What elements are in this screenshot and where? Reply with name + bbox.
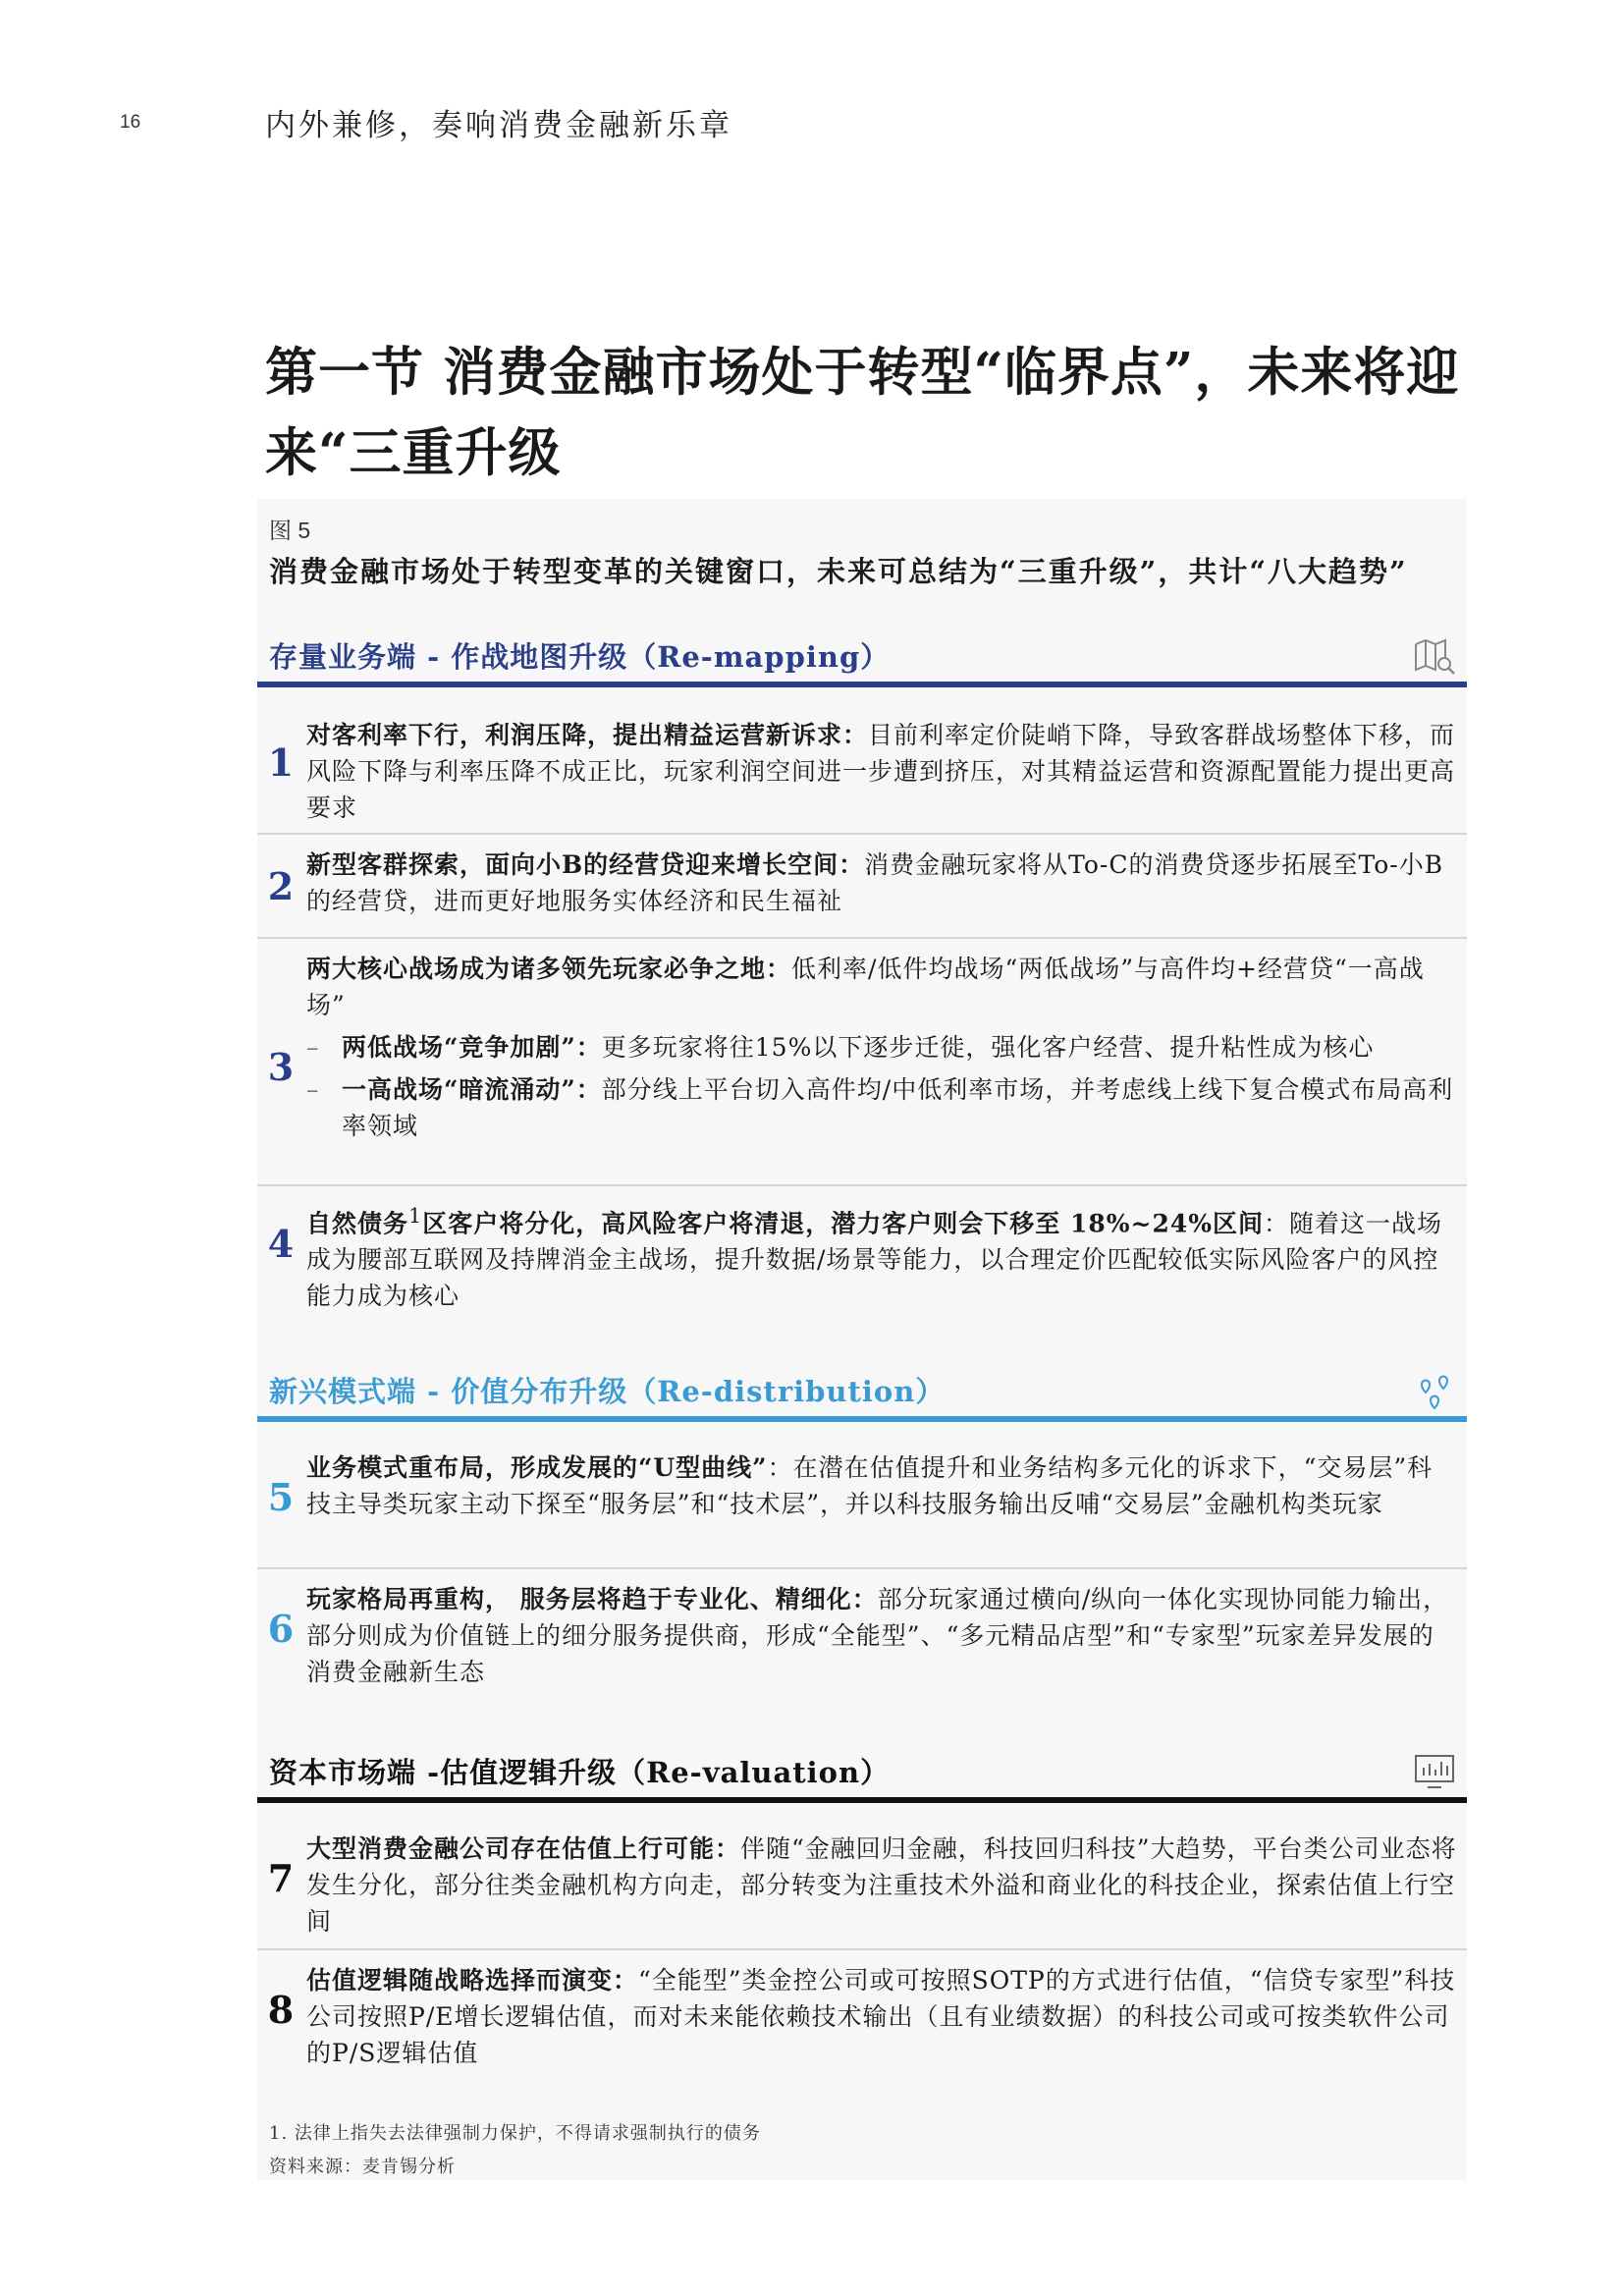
trend-description: 部分玩家通过横向/纵向一体化实现协同能力输出，部分则成为价值链上的细分服务提供商，形成“全能型”、“多元精品店型”和“专家型”玩家差异发展的消费金融新生态 (306, 1585, 1449, 1686)
sub-trend-item (306, 1029, 1457, 1066)
category-title: 新兴模式端 - 价值分布升级（Re-distribution） (269, 1375, 946, 1408)
trend-heading: 区客户将分化，高风险客户将清退，潜力客户则会下移至 18%~24%区间 (422, 1209, 1265, 1238)
running-header: 内外兼修，奏响消费金融新乐章 (265, 108, 732, 143)
trend-text (306, 1962, 1457, 2071)
trend-text (306, 1581, 1457, 1690)
footnote: 1. 法律上指失去法律强制力保护，不得请求强制执行的债务 (269, 2123, 761, 2144)
trend-description: 低利率/低件均战场“两低战场”与高件均+经营贷“一高战场” (306, 955, 1425, 1019)
trend-description: “全能型”类金控公司或可按照SOTP的方式进行估值，“信贷专家型”科技公司按照P/E增长逻辑估值，而对未来能依赖技术输出（且有业绩数据）的科技公司或可按类软件公司的P/S逻辑估值 (306, 1966, 1456, 2067)
category-header-remapping (257, 629, 1467, 687)
item-divider (257, 1567, 1467, 1569)
trend-number: 4 (267, 1222, 295, 1266)
category-rule (257, 1416, 1467, 1422)
section-title: 第一节 消费金融市场处于转型“临界点”，未来将迎来“三重升级 (265, 342, 1460, 483)
trend-heading: 估值逻辑随战略选择而演变： (306, 1966, 639, 1995)
trend-heading: 两大核心战场成为诸多领先玩家必争之地： (306, 955, 792, 983)
category-rule (257, 1797, 1467, 1803)
item-divider (257, 1948, 1467, 1950)
trend-number: 8 (267, 1988, 295, 2032)
trend-number: 2 (267, 864, 295, 908)
trend-heading: 自然债务 (306, 1209, 409, 1238)
trend-number: 3 (267, 1045, 295, 1089)
trend-number: 5 (267, 1475, 295, 1519)
trend-description: 目前利率定价陡峭下降，导致客群战场整体下移，而风险下降与利率压降不成正比，玩家利润空间进一步遭到挤压，对其精益运营和资源配置能力提出更高要求 (306, 721, 1456, 822)
trend-heading: 业务模式重布局，形成发展的“U型曲线” (306, 1453, 768, 1482)
trend-description: ：随着这一战场成为腰部互联网及持牌消金主战场，提升数据/场景等能力，以合理定价匹配较低实际风险客户的风控能力成为核心 (306, 1209, 1443, 1311)
trend-heading: 新型客群探索，面向小B的经营贷迎来增长空间： (306, 850, 865, 879)
category-rule (257, 682, 1467, 687)
trend-description: 消费金融玩家将从To-C的消费贷逐步拓展至To-小B的经营贷，进而更好地服务实体经济和民生福祉 (306, 850, 1444, 915)
trend-heading: 玩家格局再重构， 服务层将趋于专业化、精细化： (306, 1585, 878, 1613)
trend-text (306, 1198, 1457, 1314)
category-title: 存量业务端 - 作战地图升级（Re-mapping） (269, 640, 891, 674)
sub-trend-list (306, 1029, 1457, 1144)
item-divider (257, 1184, 1467, 1186)
trend-heading: 对客利率下行，利润压降，提出精益运营新诉求： (306, 721, 869, 749)
trend-text (306, 717, 1457, 826)
sub-trend-description: 更多玩家将往15%以下逐步迁徙，强化客户经营、提升粘性成为核心 (601, 1033, 1375, 1062)
trend-description: ：在潜在估值提升和业务结构多元化的诉求下，“交易层”科技主导类玩家主动下探至“服务层”和“技术层”，并以科技服务输出反哺“交易层”金融机构类玩家 (306, 1453, 1434, 1518)
trend-heading: 大型消费金融公司存在估值上行可能： (306, 1834, 741, 1863)
sub-trend-description: 部分线上平台切入高件均/中低利率市场，并考虑线上线下复合模式布局高利率领域 (342, 1075, 1454, 1140)
exhibit-panel (257, 499, 1467, 2180)
item-divider (257, 833, 1467, 835)
trend-number: 7 (267, 1856, 295, 1900)
monitor-chart-icon (1412, 1752, 1457, 1791)
trend-number: 6 (267, 1607, 295, 1651)
dash-bullet: – (306, 1033, 320, 1062)
sub-trend-item (306, 1071, 1457, 1144)
trend-text (306, 1449, 1457, 1522)
trend-description: 伴随“金融回归金融，科技回归科技”大趋势，平台类公司业态将发生分化，部分往类金融机构方向走，部分转变为注重技术外溢和商业化的科技企业，探索估值上行空间 (306, 1834, 1457, 1936)
source-note: 资料来源：麦肯锡分析 (269, 2157, 456, 2177)
sub-trend-heading: 两低战场“竞争加剧”： (342, 1033, 602, 1062)
trend-number: 1 (267, 740, 295, 785)
trend-text (306, 847, 1457, 919)
category-header-revaluation (257, 1744, 1467, 1803)
category-header-redistribution (257, 1363, 1467, 1422)
figure-title: 消费金融市场处于转型变革的关键窗口，未来可总结为“三重升级”，共计“八大趋势” (269, 555, 1408, 588)
map-search-icon (1412, 636, 1457, 676)
trend-text (306, 951, 1457, 1144)
location-pins-icon (1412, 1371, 1457, 1410)
dash-bullet: – (306, 1075, 320, 1104)
footnote-marker: 1 (408, 1204, 423, 1228)
figure-label: 图 5 (269, 518, 311, 543)
item-divider (257, 937, 1467, 939)
category-title: 资本市场端 -估值逻辑升级（Re-valuation） (269, 1756, 891, 1789)
trend-text (306, 1831, 1457, 1940)
sub-trend-heading: 一高战场“暗流涌动”： (342, 1075, 602, 1104)
page-number: 16 (120, 112, 141, 133)
